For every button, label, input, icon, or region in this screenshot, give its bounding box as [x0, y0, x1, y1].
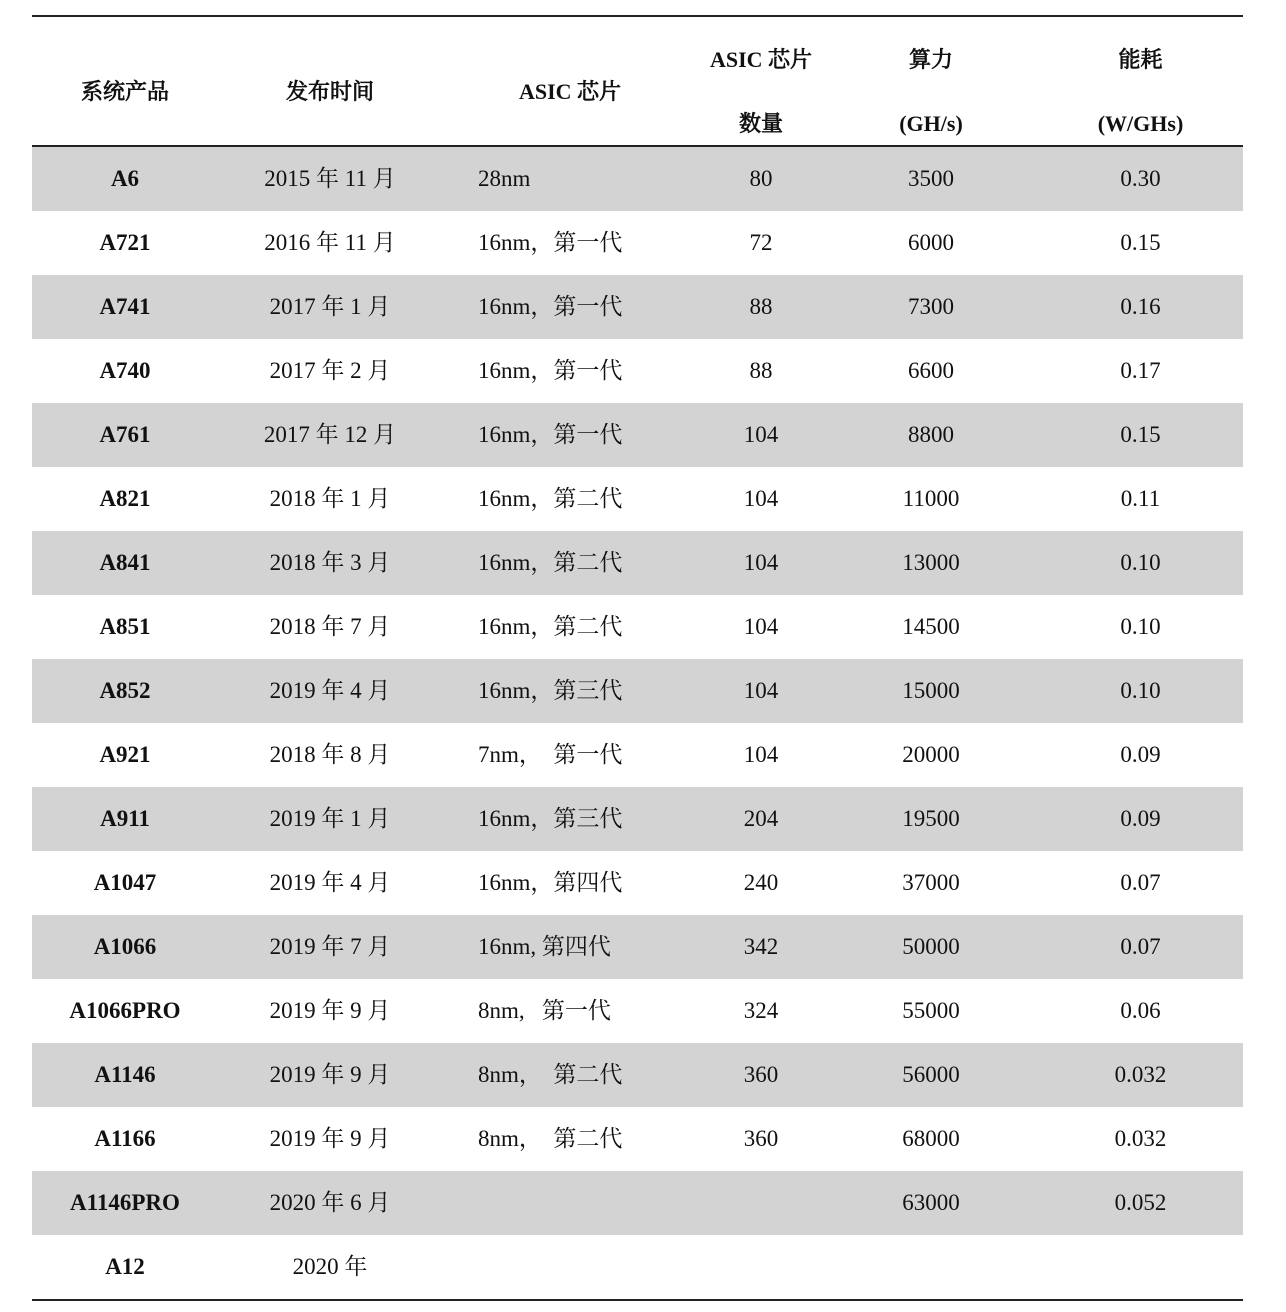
cell-chip-count: 342	[743, 933, 779, 959]
cell-power: 0.09	[1120, 805, 1161, 831]
table-row	[32, 1107, 1243, 1171]
cell-chip-count: 240	[743, 869, 779, 895]
cell-release: 2018 年 7 月	[269, 613, 391, 639]
cell-release: 2020 年 6 月	[269, 1189, 391, 1215]
table-row	[32, 787, 1243, 851]
cell-product: A1047	[93, 869, 157, 895]
cell-chip-count: 88	[749, 357, 773, 383]
cell-hashrate: 7300	[908, 293, 954, 319]
cell-hashrate: 15000	[902, 677, 960, 703]
cell-product: A921	[99, 741, 151, 767]
cell-release: 2018 年 8 月	[269, 741, 391, 767]
cell-release: 2019 年 7 月	[269, 933, 391, 959]
cell-product: A852	[99, 677, 151, 703]
cell-product: A1066PRO	[69, 997, 181, 1023]
cell-chip-count: 104	[743, 741, 779, 767]
header-power: 能耗 (W/GHs)	[1097, 47, 1184, 136]
cell-product: A740	[99, 357, 151, 383]
cell-power: 0.10	[1120, 677, 1161, 703]
table-row	[32, 211, 1243, 275]
cell-chip-count: 204	[743, 805, 779, 831]
cell-product: A1146	[94, 1061, 156, 1087]
cell-power: 0.07	[1120, 933, 1161, 959]
cell-chip-count: 104	[743, 485, 779, 511]
table-row	[32, 595, 1243, 659]
cell-product: A1066	[93, 933, 157, 959]
cell-power: 0.06	[1120, 997, 1161, 1023]
table-row	[32, 723, 1243, 787]
cell-power: 0.10	[1120, 613, 1161, 639]
table-row	[32, 979, 1243, 1043]
cell-release: 2018 年 1 月	[269, 485, 391, 511]
cell-chip: 16nm，第一代	[478, 421, 623, 447]
cell-chip: 16nm，第二代	[478, 549, 623, 575]
cell-hashrate: 6600	[908, 357, 954, 383]
cell-chip-count: 104	[743, 613, 779, 639]
cell-hashrate: 20000	[902, 741, 960, 767]
cell-chip-count: 360	[743, 1125, 779, 1151]
cell-power: 0.15	[1120, 229, 1161, 255]
cell-power: 0.09	[1120, 741, 1161, 767]
cell-chip: 16nm，第三代	[478, 677, 623, 703]
table-row	[32, 1171, 1243, 1235]
cell-chip: 28nm	[478, 165, 531, 191]
table-row	[32, 147, 1243, 211]
table-row	[32, 339, 1243, 403]
cell-chip-count: 360	[743, 1061, 779, 1087]
cell-power: 0.17	[1120, 357, 1161, 383]
cell-chip: 16nm, 第四代	[478, 933, 611, 959]
bottom-rule	[32, 1299, 1243, 1301]
cell-chip-count: 324	[743, 997, 779, 1023]
cell-product: A6	[110, 165, 140, 191]
cell-hashrate	[824, 1235, 1038, 1299]
table-row	[32, 467, 1243, 531]
cell-chip-count: 88	[749, 293, 773, 319]
cell-product: A1166	[94, 1125, 156, 1151]
cell-power: 0.052	[1114, 1189, 1167, 1215]
cell-chip: 16nm，第二代	[478, 485, 623, 511]
cell-chip: 7nm， 第一代	[478, 741, 623, 767]
cell-hashrate: 55000	[902, 997, 960, 1023]
cell-release: 2019 年 9 月	[269, 1061, 391, 1087]
cell-hashrate: 14500	[902, 613, 960, 639]
cell-release: 2019 年 4 月	[269, 677, 391, 703]
cell-chip: 8nm, 第一代	[478, 997, 611, 1023]
cell-chip: 16nm，第三代	[478, 805, 623, 831]
cell-product: A741	[99, 293, 151, 319]
cell-release: 2020 年	[292, 1253, 368, 1279]
cell-power: 0.16	[1120, 293, 1161, 319]
cell-release: 2019 年 4 月	[269, 869, 391, 895]
cell-hashrate: 56000	[902, 1061, 960, 1087]
cell-chip-count: 104	[743, 677, 779, 703]
cell-power: 0.15	[1120, 421, 1161, 447]
cell-hashrate: 37000	[902, 869, 960, 895]
cell-release: 2017 年 12 月	[263, 421, 397, 447]
table-row	[32, 851, 1243, 915]
cell-power: 0.11	[1120, 485, 1161, 511]
cell-chip: 16nm，第一代	[478, 293, 623, 319]
header-product: 系统产品	[80, 79, 169, 104]
cell-hashrate: 11000	[902, 485, 960, 511]
cell-chip-count: 104	[743, 549, 779, 575]
cell-chip: 8nm， 第二代	[478, 1061, 623, 1087]
cell-hashrate: 6000	[908, 229, 954, 255]
cell-release: 2019 年 9 月	[269, 1125, 391, 1151]
cell-hashrate: 3500	[908, 165, 954, 191]
table-row	[32, 531, 1243, 595]
table-header	[32, 17, 1243, 145]
cell-chip-count: 72	[749, 229, 773, 255]
cell-product: A911	[100, 805, 150, 831]
table-row	[32, 915, 1243, 979]
cell-hashrate: 13000	[902, 549, 960, 575]
cell-product: A1146PRO	[70, 1189, 180, 1215]
cell-hashrate: 68000	[902, 1125, 960, 1151]
cell-release: 2017 年 1 月	[269, 293, 391, 319]
cell-chip-count	[698, 1171, 824, 1235]
table-row	[32, 1043, 1243, 1107]
cell-chip: 16nm，第二代	[478, 613, 623, 639]
cell-release: 2016 年 11 月	[264, 229, 396, 255]
header-hashrate: 算力 (GH/s)	[899, 47, 963, 136]
cell-power: 0.032	[1114, 1125, 1167, 1151]
cell-product: A12	[105, 1253, 145, 1279]
table-row	[32, 403, 1243, 467]
cell-hashrate: 8800	[908, 421, 954, 447]
header-release: 发布时间	[285, 79, 374, 104]
header-chip-count: ASIC 芯片 数量	[709, 47, 813, 136]
table-row	[32, 275, 1243, 339]
table-body	[32, 147, 1243, 1299]
cell-chip	[478, 1235, 698, 1299]
cell-chip: 16nm，第四代	[478, 869, 623, 895]
cell-hashrate: 63000	[902, 1189, 960, 1215]
cell-chip: 16nm，第一代	[478, 229, 623, 255]
cell-chip: 16nm，第一代	[478, 357, 623, 383]
cell-release: 2019 年 9 月	[269, 997, 391, 1023]
cell-release: 2019 年 1 月	[269, 805, 391, 831]
cell-chip-count: 80	[749, 165, 773, 191]
cell-release: 2017 年 2 月	[269, 357, 391, 383]
cell-product: A851	[99, 613, 151, 639]
product-spec-table	[32, 15, 1243, 1301]
cell-hashrate: 19500	[902, 805, 960, 831]
header-chip: ASIC 芯片	[518, 79, 622, 104]
cell-product: A821	[99, 485, 151, 511]
cell-power: 0.10	[1120, 549, 1161, 575]
cell-chip-count	[698, 1235, 824, 1299]
cell-product: A721	[99, 229, 151, 255]
table-row	[32, 1235, 1243, 1299]
cell-power: 0.30	[1120, 165, 1161, 191]
cell-power	[1038, 1235, 1243, 1299]
cell-chip	[478, 1171, 698, 1235]
cell-hashrate: 50000	[902, 933, 960, 959]
cell-release: 2015 年 11 月	[264, 165, 396, 191]
cell-chip-count: 104	[743, 421, 779, 447]
cell-chip: 8nm， 第二代	[478, 1125, 623, 1151]
cell-product: A841	[99, 549, 151, 575]
cell-product: A761	[99, 421, 151, 447]
table-row	[32, 659, 1243, 723]
cell-power: 0.032	[1114, 1061, 1167, 1087]
cell-power: 0.07	[1120, 869, 1161, 895]
cell-release: 2018 年 3 月	[269, 549, 391, 575]
